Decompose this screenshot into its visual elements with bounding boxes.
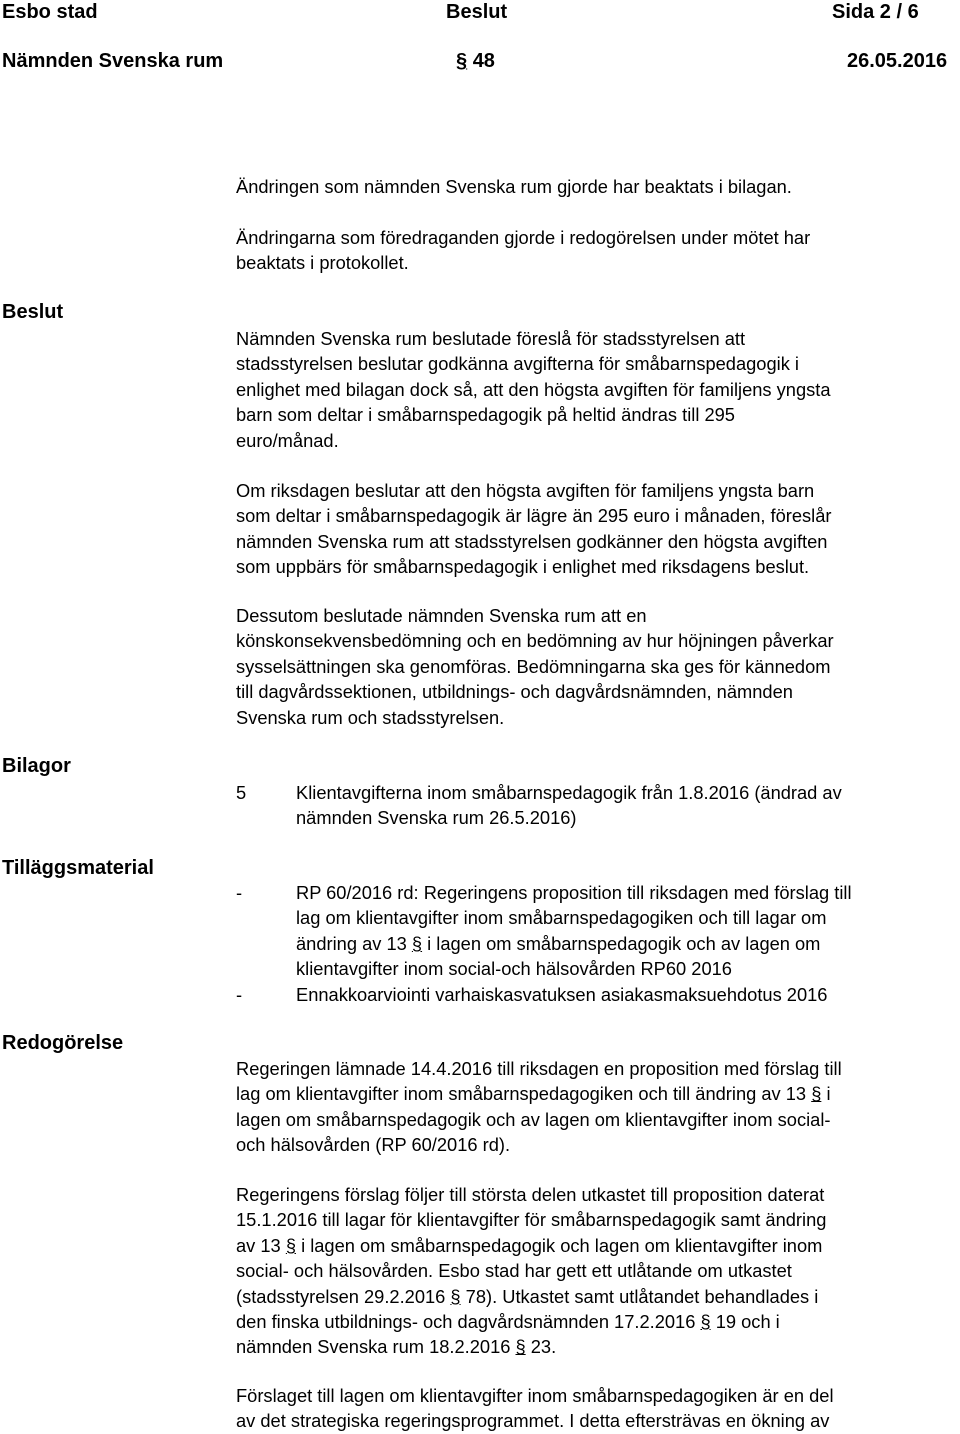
- label-redogorelse: Redogörelse: [2, 1032, 124, 1054]
- label-bilagor: Bilagor: [2, 755, 71, 777]
- supplementary-bullet-1: -: [236, 882, 243, 903]
- header-doc-type: Beslut: [446, 1, 508, 23]
- section-symbol: §: [700, 1311, 711, 1333]
- header-page-number: Sida 2 / 6: [832, 1, 919, 23]
- report-paragraph-2: Regeringens förslag följer till största delen utkastet till proposition daterat 15.1.2016 till lagar för klientavgifter för småbarnspedagogik samt ändring av 13 § i lagen om småbarnspedagogik och lagen om klientavgifter inom social- och hälsovården. Esbo stad har gett ett utlåtande om utkastet (stadsstyrelsen 29.2.2016 § 78). Utkastet samt utlåtandet behandlades i den finska utbildnings- och dagvårdsnämnden 17.2.2016 § 19 och i nämnden Svenska rum 18.2.2016 § 23.: [236, 1184, 827, 1358]
- header-section: [456, 49, 495, 73]
- supplementary-item-2: Ennakkoarviointi varhaiskasvatuksen asiakasmaksuehdotus 2016: [296, 984, 828, 1005]
- report-paragraph-3: Förslaget till lagen om klientavgifter inom småbarnspedagogiken är en del av det strategiska regeringsprogrammet. I detta eftersträvas en ökning av: [236, 1385, 834, 1432]
- section-number: 48: [472, 50, 495, 72]
- section-symbol: §: [456, 50, 468, 72]
- header-date: 26.05.2016: [847, 50, 948, 72]
- decision-paragraph-1: Nämnden Svenska rum beslutade föreslå för stadsstyrelsen att stadsstyrelsen beslutar godkänna avgifterna för småbarnspedagogik i enlighet med bilagan dock så, att den högsta avgiften för familjens yngsta barn som deltar i småbarnspedagogik på heltid ändras till 295 euro/månad.: [236, 328, 831, 451]
- attachment-number: 5: [236, 782, 247, 803]
- label-beslut: Beslut: [2, 301, 64, 323]
- section-symbol: §: [411, 932, 423, 954]
- section-symbol: §: [285, 1234, 296, 1256]
- supplementary-item-1: RP 60/2016 rd: Regeringens proposition till riksdagen med förslag till lag om klientavgifter inom småbarnspedagogiken och till lagar om ändring av 13 § i lagen om småbarnspedagogik och av lagen om klientavgifter inom social-och hälsovården RP60 2016: [296, 882, 852, 980]
- supplementary-bullet-2: -: [236, 984, 243, 1005]
- section-symbol: §: [515, 1336, 526, 1358]
- intro-paragraph-2: Ändringarna som föredraganden gjorde i redogörelsen under mötet har beaktats i protokollet.: [236, 227, 811, 274]
- section-symbol: §: [811, 1083, 822, 1105]
- section-symbol: §: [450, 1285, 461, 1307]
- report-paragraph-1: Regeringen lämnade 14.4.2016 till riksdagen en proposition med förslag till lag om klientavgifter inom småbarnspedagogiken och till ändring av 13 § i lagen om småbarnspedagogik och av lagen om klientavgifter inom social- och hälsovården (RP 60/2016 rd).: [236, 1058, 842, 1156]
- label-tillaggsmaterial: Tilläggsmaterial: [2, 857, 154, 879]
- header-org: Esbo stad: [2, 1, 98, 23]
- intro-paragraph-1: Ändringen som nämnden Svenska rum gjorde har beaktats i bilagan.: [236, 176, 792, 197]
- header-body: Nämnden Svenska rum: [2, 50, 224, 72]
- attachment-item: Klientavgifterna inom småbarnspedagogik från 1.8.2016 (ändrad av nämnden Svenska rum 26.5.2016): [296, 782, 842, 829]
- decision-paragraph-2: Om riksdagen beslutar att den högsta avgiften för familjens yngsta barn som deltar i småbarnspedagogik är lägre än 295 euro i månaden, föreslår nämnden Svenska rum att stadsstyrelsen godkänner den högsta avgiften som uppbärs för småbarnspedagogik i enlighet med riksdagens beslut.: [236, 480, 832, 578]
- decision-paragraph-3: Dessutom beslutade nämnden Svenska rum att en könskonsekvensbedömning och en bedömning av hur höjningen påverkar sysselsättningen ska genomföras. Bedömningarna ska ges för kännedom till dagvårdssektionen, utbildnings- och dagvårdsnämnden, nämnden Svenska rum och stadsstyrelsen.: [236, 605, 834, 728]
